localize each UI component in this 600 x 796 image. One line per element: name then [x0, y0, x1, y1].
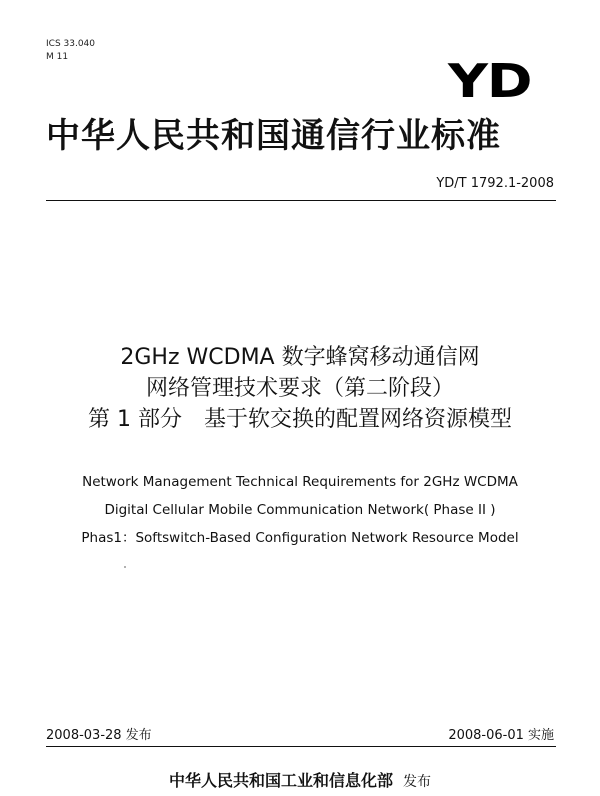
standard-category-title: 中华人民共和国通信行业标准 [46, 116, 501, 156]
english-title-line-3: Phas1：Softswitch-Based Configuration Network Resource Model [81, 530, 519, 546]
ccs-code: M 11 [46, 52, 69, 62]
english-title [40, 468, 560, 552]
bottom-divider [46, 746, 556, 747]
issue-date: 2008-03-28 发布 [46, 728, 152, 743]
implementation-date: 2008-06-01 实施 [448, 728, 554, 743]
scan-speck [124, 566, 126, 568]
ics-code: ICS 33.040 [46, 39, 96, 49]
standard-number: YD/T 1792.1-2008 [436, 176, 554, 191]
classification-codes [46, 38, 95, 64]
publisher-suffix: 发布 [403, 774, 431, 790]
chinese-title-line-2: 网络管理技术要求（第二阶段） [145, 376, 454, 401]
top-divider [46, 200, 556, 201]
chinese-title-line-1: 2GHz WCDMA 数字蜂窝移动通信网 [120, 345, 480, 370]
publisher [0, 768, 600, 791]
chinese-title [40, 342, 560, 435]
publisher-name: 中华人民共和国工业和信息化部 [168, 771, 393, 790]
english-title-line-1: Network Management Technical Requirements for 2GHz WCDMA [82, 474, 518, 490]
english-title-line-2: Digital Cellular Mobile Communication Network( Phase II ) [104, 502, 496, 518]
chinese-title-line-3: 第 1 部分 基于软交换的配置网络资源模型 [88, 407, 512, 432]
yd-logo: YD [448, 54, 532, 108]
